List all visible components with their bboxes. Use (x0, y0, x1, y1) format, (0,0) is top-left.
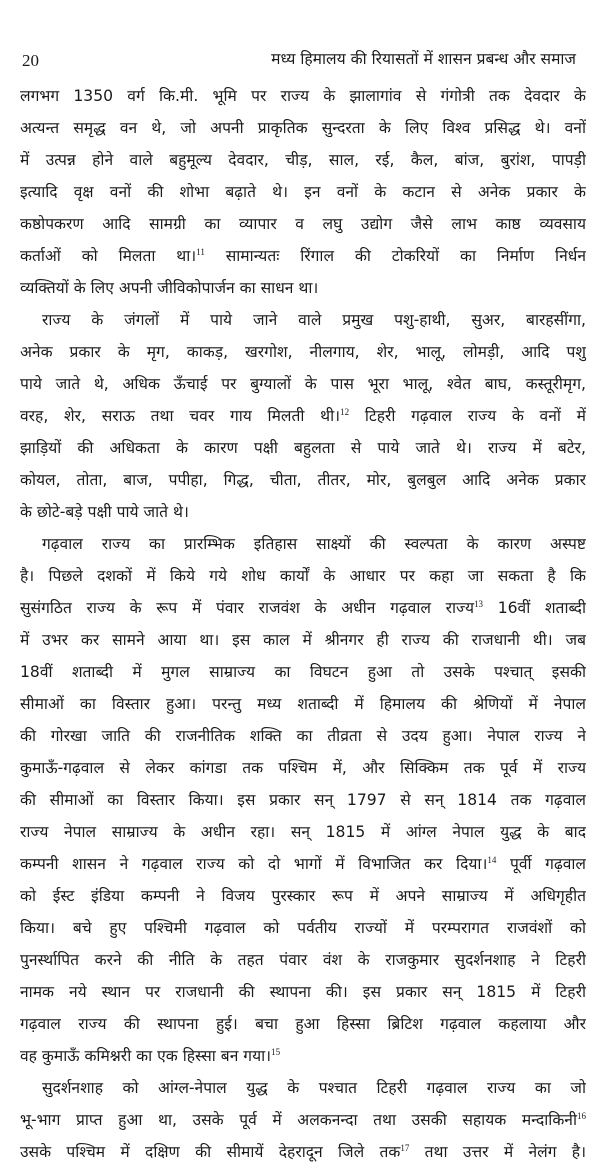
text-line-content: वह कुमाऊँ कमिश्नरी का एक हिस्सा बन गया। (20, 1047, 272, 1065)
footnote-marker[interactable]: 14 (487, 854, 497, 865)
text-line-content: है। पिछले दशकों में किये गये शोध कार्यों के आधार पर कहा जा सकता है कि (20, 567, 586, 585)
running-header-title: मध्य हिमालय की रियासतों में शासन प्रबन्ध और समाज (271, 50, 576, 68)
text-line-content: कर्ताओं को मिलता था। (20, 247, 197, 265)
text-line (20, 944, 586, 976)
text-line-content: नामक नये स्थान पर राजधानी की स्थापना की। इस प्रकार सन् 1815 में टिहरी (20, 983, 586, 1001)
text-line-content: भू-भाग प्राप्त हुआ था, उसके पूर्व में अलकनन्दा तथा उसकी सहायक मन्दाकिनी (20, 1111, 577, 1129)
text-line (20, 112, 586, 144)
text-line-continuation: पूर्वी गढ़वाल (496, 855, 586, 873)
text-line-content: कोयल, तोता, बाज, पपीहा, गिद्ध, चीता, तीतर, मोर, बुलबुल आदि अनेक प्रकार (20, 471, 586, 489)
footnote-marker[interactable]: 15 (271, 1046, 281, 1057)
text-line-content: राज्य नेपाल साम्राज्य के अधीन रहा। सन् 1815 में आंग्ल नेपाल युद्ध के बाद (20, 823, 586, 841)
text-line (20, 400, 586, 432)
text-line-content: पुनर्स्थापित करने की नीति के तहत पंवार वंश के राजकुमार सुदर्शनशाह ने टिहरी (20, 951, 586, 969)
text-line (20, 656, 586, 688)
text-line-content: पाये जाते थे, अधिक ऊँचाई पर बुग्यालों के पास भूरा भालू, श्वेत बाघ, कस्तूरीमृग, (20, 375, 586, 393)
text-line (20, 880, 586, 912)
text-line (20, 848, 586, 880)
text-line-continuation: टिहरी गढ़वाल राज्य के वनों में (349, 407, 586, 425)
text-line-content: सुसंगठित राज्य के रूप में पंवार राजवंश के अधीन गढ़वाल राज्य (20, 599, 475, 617)
text-line-content: अत्यन्त समृद्ध वन थे, जो अपनी प्राकृतिक सुन्दरता के लिए विश्व प्रसिद्ध थे। वनों (20, 119, 586, 137)
text-line-continuation: तथा उत्तर में नेलंग है। (409, 1143, 586, 1161)
text-line (20, 144, 586, 176)
text-line-content: लगभग 1350 वर्ग कि.मी. भूमि पर राज्य के झालागांव से गंगोत्री तक देवदार के (20, 87, 586, 105)
text-line-content: वरह, शेर, सराऊ तथा चवर गाय मिलती थी। (20, 407, 341, 425)
text-line-content: की गोरखा जाति की राजनीतिक शक्ति का तीव्रता से उदय हुआ। नेपाल राज्य ने (20, 727, 586, 745)
text-line-content: गढ़वाल राज्य का प्रारम्भिक इतिहास साक्ष्यों की स्वल्पता के कारण अस्पष्ट (42, 535, 586, 553)
text-line-content: कुमाऊँ-गढ़वाल से लेकर कांगडा तक पश्चिम में, और सिक्किम तक पूर्व में राज्य (20, 759, 586, 777)
text-line (20, 176, 586, 208)
text-line-content: सीमाओं का विस्तार हुआ। परन्तु मध्य शताब्दी में हिमालय की श्रेणियों में नेपाल (20, 695, 586, 713)
text-line-content: कम्पनी शासन ने गढ़वाल राज्य को दो भागों में विभाजित कर दिया। (20, 855, 488, 873)
text-line (20, 752, 586, 784)
footnote-marker[interactable]: 16 (577, 1110, 586, 1121)
text-line (20, 1136, 586, 1168)
text-line (20, 528, 586, 560)
text-line-content: कष्ठोपकरण आदि सामग्री का व्यापार व लघु उद्योग जैसे लाभ काष्ठ व्यवसाय (20, 215, 586, 233)
text-line (20, 1104, 586, 1136)
text-line-content: की सीमाओं का विस्तार किया। इस प्रकार सन् 1797 से सन् 1814 तक गढ़वाल (20, 791, 586, 809)
text-line (20, 208, 586, 240)
text-line (20, 816, 586, 848)
footnote-marker[interactable]: 11 (196, 246, 205, 257)
text-line (20, 432, 586, 464)
text-line (20, 720, 586, 752)
text-line (20, 1072, 586, 1104)
footnote-marker[interactable]: 12 (340, 406, 350, 417)
text-line-content: में उभर कर सामने आया था। इस काल में श्रीनगर ही राज्य की राजधानी थी। जब (20, 631, 586, 649)
text-line-continuation: सामान्यतः रिंगाल की टोकरियों का निर्माण निर्धन (204, 247, 586, 265)
text-line-content: सुदर्शनशाह को आंग्ल-नेपाल युद्ध के पश्चात टिहरी गढ़वाल राज्य का जो (42, 1079, 586, 1097)
text-line-content: राज्य के जंगलों में पाये जाने वाले प्रमुख पशु-हाथी, सुअर, बारहसींगा, (42, 311, 586, 329)
text-line (20, 1040, 586, 1072)
text-line-content: उसके पश्चिम में दक्षिण की सीमायें देहरादून जिले तक (20, 1143, 401, 1161)
text-line (20, 464, 586, 496)
text-line (20, 272, 586, 304)
text-line (20, 912, 586, 944)
text-line-content: को ईस्ट इंडिया कम्पनी ने विजय पुरस्कार रूप में अपने साम्राज्य में अधिगृहीत (20, 887, 586, 905)
text-line-content: इत्यादि वृक्ष वनों की शोभा बढ़ाते थे। इन वनों के कटान से अनेक प्रकार के (20, 183, 586, 201)
text-line (20, 624, 586, 656)
text-line-content: के छोटे-बड़े पक्षी पाये जाते थे। (20, 503, 189, 521)
text-line (20, 1008, 586, 1040)
text-line-content: में उत्पन्न होने वाले बहुमूल्य देवदार, चीड़, साल, रई, कैल, बांज, बुरांश, पापड़ी (20, 151, 586, 169)
text-line (20, 304, 586, 336)
text-line (20, 368, 586, 400)
running-header (22, 44, 578, 74)
footnote-marker[interactable]: 17 (400, 1142, 410, 1153)
text-line (20, 240, 586, 272)
footnote-marker[interactable]: 13 (474, 598, 484, 609)
text-line-content: 18वीं शताब्दी में मुगल साम्राज्य का विघटन हुआ तो उसके पश्चात् इसकी (20, 663, 586, 681)
text-line (20, 336, 586, 368)
text-line (20, 784, 586, 816)
text-line-content: गढ़वाल राज्य की स्थापना हुई। बचा हुआ हिस्सा ब्रिटिश गढ़वाल कहलाया और (20, 1015, 586, 1033)
text-line (20, 592, 586, 624)
text-line-content: अनेक प्रकार के मृग, काकड़, खरगोश, नीलगाय, शेर, भालू, लोमड़ी, आदि पशु (20, 343, 586, 361)
text-line-content: किया। बचे हुए पश्चिमी गढ़वाल को पर्वतीय राज्यों में परम्परागत राजवंशों को (20, 919, 586, 937)
text-line-content: झाड़ियों की अधिकता के कारण पक्षी बहुलता से पाये जाते थे। राज्य में बटेर, (20, 439, 586, 457)
text-line (20, 976, 586, 1008)
text-line (20, 80, 586, 112)
text-line-content: व्यक्तियों के लिए अपनी जीविकोपार्जन का साधन था। (20, 279, 319, 297)
text-line (20, 688, 586, 720)
body-text (20, 80, 586, 1168)
page-number: 20 (22, 51, 39, 70)
text-line (20, 496, 586, 528)
text-line-continuation: 16वीं शताब्दी (483, 599, 586, 617)
text-line (20, 560, 586, 592)
